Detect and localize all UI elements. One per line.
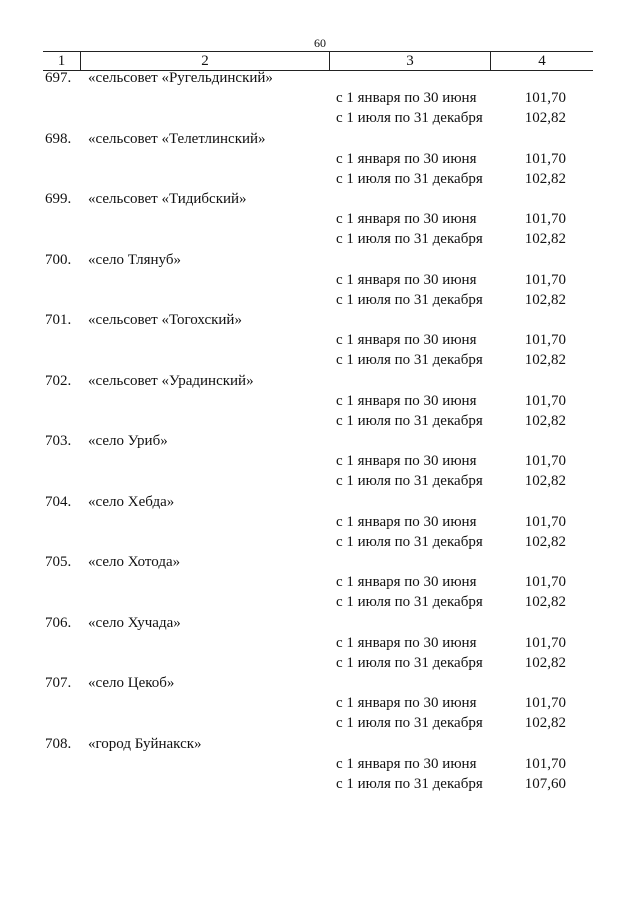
table-row bbox=[0, 494, 640, 555]
table-row bbox=[0, 252, 640, 313]
index-value: 101,70 bbox=[524, 755, 566, 772]
period-label: с 1 июля по 31 декабря bbox=[336, 412, 483, 429]
entry-number: 706. bbox=[45, 614, 72, 631]
index-value: 101,70 bbox=[524, 634, 566, 651]
period-label: с 1 января по 30 июня bbox=[336, 634, 477, 651]
period-label: с 1 июля по 31 декабря bbox=[336, 170, 483, 187]
table-row bbox=[0, 433, 640, 494]
period-label: с 1 января по 30 июня bbox=[336, 271, 477, 288]
index-value: 102,82 bbox=[524, 170, 566, 187]
table-row bbox=[0, 373, 640, 434]
period-label: с 1 января по 30 июня bbox=[336, 392, 477, 409]
index-value: 101,70 bbox=[524, 392, 566, 409]
period-label: с 1 июля по 31 декабря bbox=[336, 775, 483, 792]
index-value: 102,82 bbox=[524, 291, 566, 308]
settlement-name: «село Цекоб» bbox=[88, 675, 175, 691]
index-value: 102,82 bbox=[524, 110, 566, 126]
table-row bbox=[0, 70, 640, 131]
entry-number: 699. bbox=[45, 191, 72, 207]
index-value: 101,70 bbox=[524, 271, 566, 288]
entry-number: 701. bbox=[45, 312, 72, 328]
column-header-4: 4 bbox=[538, 53, 546, 69]
entry-number: 697. bbox=[45, 70, 72, 86]
index-value: 101,70 bbox=[524, 695, 566, 711]
index-value: 101,70 bbox=[524, 332, 566, 348]
entry-number: 708. bbox=[45, 735, 72, 752]
entry-number: 702. bbox=[45, 372, 72, 389]
settlement-name: «сельсовет «Тогохский» bbox=[88, 312, 242, 328]
index-value: 102,82 bbox=[524, 412, 566, 429]
table-row bbox=[0, 312, 640, 373]
entry-number: 698. bbox=[45, 130, 72, 147]
column-header-3: 3 bbox=[406, 53, 414, 69]
settlement-name: «село Хучада» bbox=[88, 614, 181, 631]
period-label: с 1 января по 30 июня bbox=[336, 695, 477, 711]
period-label: с 1 января по 30 июня bbox=[336, 453, 477, 469]
period-label: с 1 января по 30 июня bbox=[336, 332, 477, 348]
period-label: с 1 января по 30 июня bbox=[336, 574, 477, 590]
settlement-name: «сельсовет «Ругельдинский» bbox=[88, 70, 273, 86]
entry-number: 704. bbox=[45, 493, 72, 510]
period-label: с 1 января по 30 июня bbox=[336, 513, 477, 530]
index-value: 101,70 bbox=[524, 574, 566, 590]
settlement-name: «сельсовет «Телетлинский» bbox=[88, 130, 266, 147]
index-value: 101,70 bbox=[524, 453, 566, 469]
period-label: с 1 июля по 31 декабря bbox=[336, 715, 483, 731]
settlement-name: «село Уриб» bbox=[88, 433, 168, 449]
table-row bbox=[0, 554, 640, 615]
table-row bbox=[0, 736, 640, 797]
settlement-name: «сельсовет «Тидибский» bbox=[88, 191, 247, 207]
index-value: 102,82 bbox=[524, 473, 566, 489]
settlement-name: «село Тлянуб» bbox=[88, 251, 181, 268]
index-value: 102,82 bbox=[524, 654, 566, 671]
period-label: с 1 января по 30 июня bbox=[336, 211, 477, 227]
period-label: с 1 июля по 31 декабря bbox=[336, 533, 483, 550]
period-label: с 1 июля по 31 декабря bbox=[336, 473, 483, 489]
period-label: с 1 июля по 31 декабря bbox=[336, 231, 483, 247]
period-label: с 1 июля по 31 декабря bbox=[336, 352, 483, 368]
period-label: с 1 января по 30 июня bbox=[336, 150, 477, 167]
table-header bbox=[43, 51, 593, 71]
entry-number: 703. bbox=[45, 433, 72, 449]
index-value: 101,70 bbox=[524, 513, 566, 530]
index-value: 102,82 bbox=[524, 533, 566, 550]
entry-number: 705. bbox=[45, 554, 72, 570]
column-header-2: 2 bbox=[201, 53, 209, 69]
entry-number: 707. bbox=[45, 675, 72, 691]
period-label: с 1 июля по 31 декабря bbox=[336, 654, 483, 671]
period-label: с 1 июля по 31 декабря bbox=[336, 110, 483, 126]
table-body bbox=[0, 70, 640, 796]
settlement-name: «село Хебда» bbox=[88, 493, 175, 510]
index-value: 102,82 bbox=[524, 231, 566, 247]
index-value: 102,82 bbox=[524, 594, 566, 610]
period-label: с 1 июля по 31 декабря bbox=[336, 291, 483, 308]
table-row bbox=[0, 675, 640, 736]
index-value: 101,70 bbox=[524, 211, 566, 227]
table-row bbox=[0, 131, 640, 192]
settlement-name: «город Буйнакск» bbox=[88, 735, 202, 752]
settlement-name: «село Хотода» bbox=[88, 554, 181, 570]
entry-number: 700. bbox=[45, 251, 72, 268]
page-number: 60 bbox=[314, 36, 326, 50]
column-header-1: 1 bbox=[57, 53, 66, 69]
period-label: с 1 января по 30 июня bbox=[336, 755, 477, 772]
index-value: 102,82 bbox=[524, 352, 566, 368]
index-value: 101,70 bbox=[524, 150, 566, 167]
table-row bbox=[0, 615, 640, 676]
index-value: 107,60 bbox=[524, 775, 566, 792]
index-value: 102,82 bbox=[524, 715, 566, 731]
table-row bbox=[0, 191, 640, 252]
period-label: с 1 июля по 31 декабря bbox=[336, 594, 483, 610]
period-label: с 1 января по 30 июня bbox=[336, 90, 477, 106]
settlement-name: «сельсовет «Урадинский» bbox=[88, 372, 254, 389]
index-value: 101,70 bbox=[524, 90, 566, 106]
